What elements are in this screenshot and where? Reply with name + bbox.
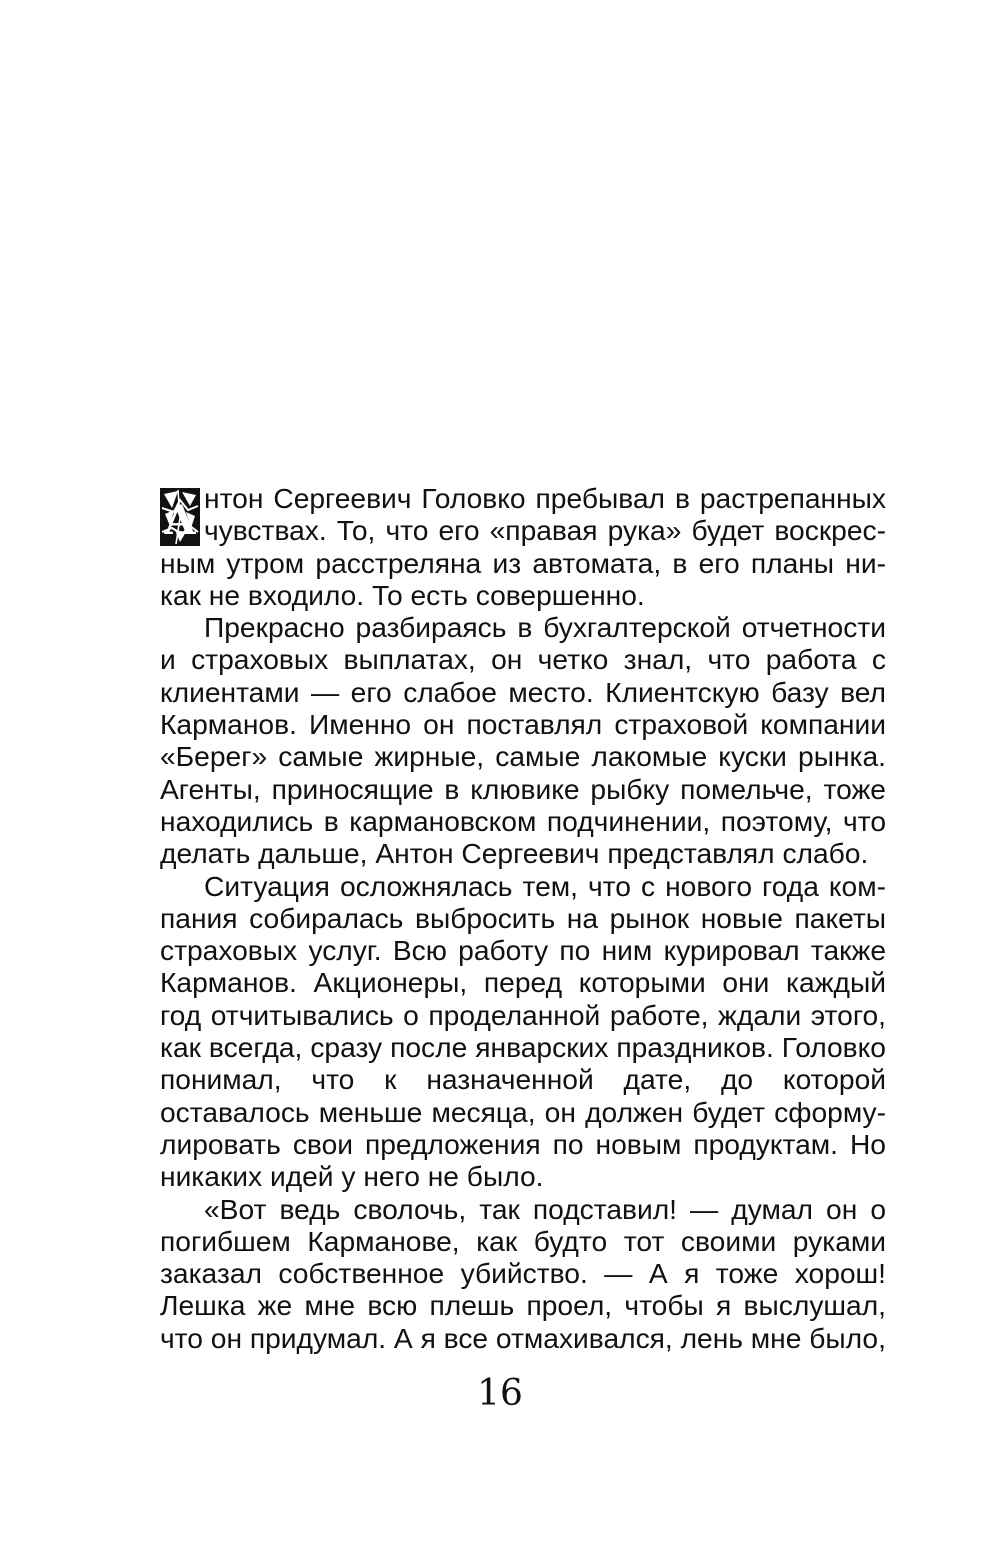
page-number: 16 — [477, 1373, 523, 1414]
ornamental-drop-cap-icon — [160, 488, 200, 546]
body-text — [160, 482, 886, 1354]
paragraph-3: Ситуация осложнялась тем, что с нового года компания собиралась выбросить на рынок новые пакеты страховых услуг. Всю работу по ним курировал также Карманов. Акционеры, перед которыми они каждый год отчитывались о проделанной работе, ждали этого, как всегда, сразу после январских праздников. Головко понимал, что к назначенной дате, до которой оставалось меньше месяца, он должен будет сформулировать свои предложения по новым продуктам. Но никаких идей у него не было. — [160, 869, 886, 1193]
drop-cap-letter: А — [163, 497, 197, 544]
paragraph-4: «Вот ведь сволочь, так подставил! — думал он о погибшем Карманове, как будто тот своими руками заказал собственное убийство. — А я тоже хорош! Лешка же мне всю плешь проел, чтобы я выслушал, что он придумал. А я все отмахивался, лень мне было, — [160, 1192, 886, 1354]
paragraph-1-text: нтон Сергеевич Головко пребывал в растрепанных чувствах. То, что его «правая рука» будет воскресным утром расстреляна из автомата, в его планы никак не входило. То есть совершенно. — [160, 482, 886, 611]
paragraph-1 — [160, 482, 886, 611]
paragraph-2: Прекрасно разбираясь в бухгалтерской отчетности и страховых выплатах, он четко знал, что работа с клиентами — его слабое место. Клиентскую базу вел Карманов. Именно он поставлял страховой компании «Берег» самые жирные, самые лакомые куски рынка. Агенты, приносящие в клювике рыбку помельче, тоже находились в кармановском подчинении, поэтому, что делать дальше, Антон Сергеевич представлял слабо. — [160, 611, 886, 870]
